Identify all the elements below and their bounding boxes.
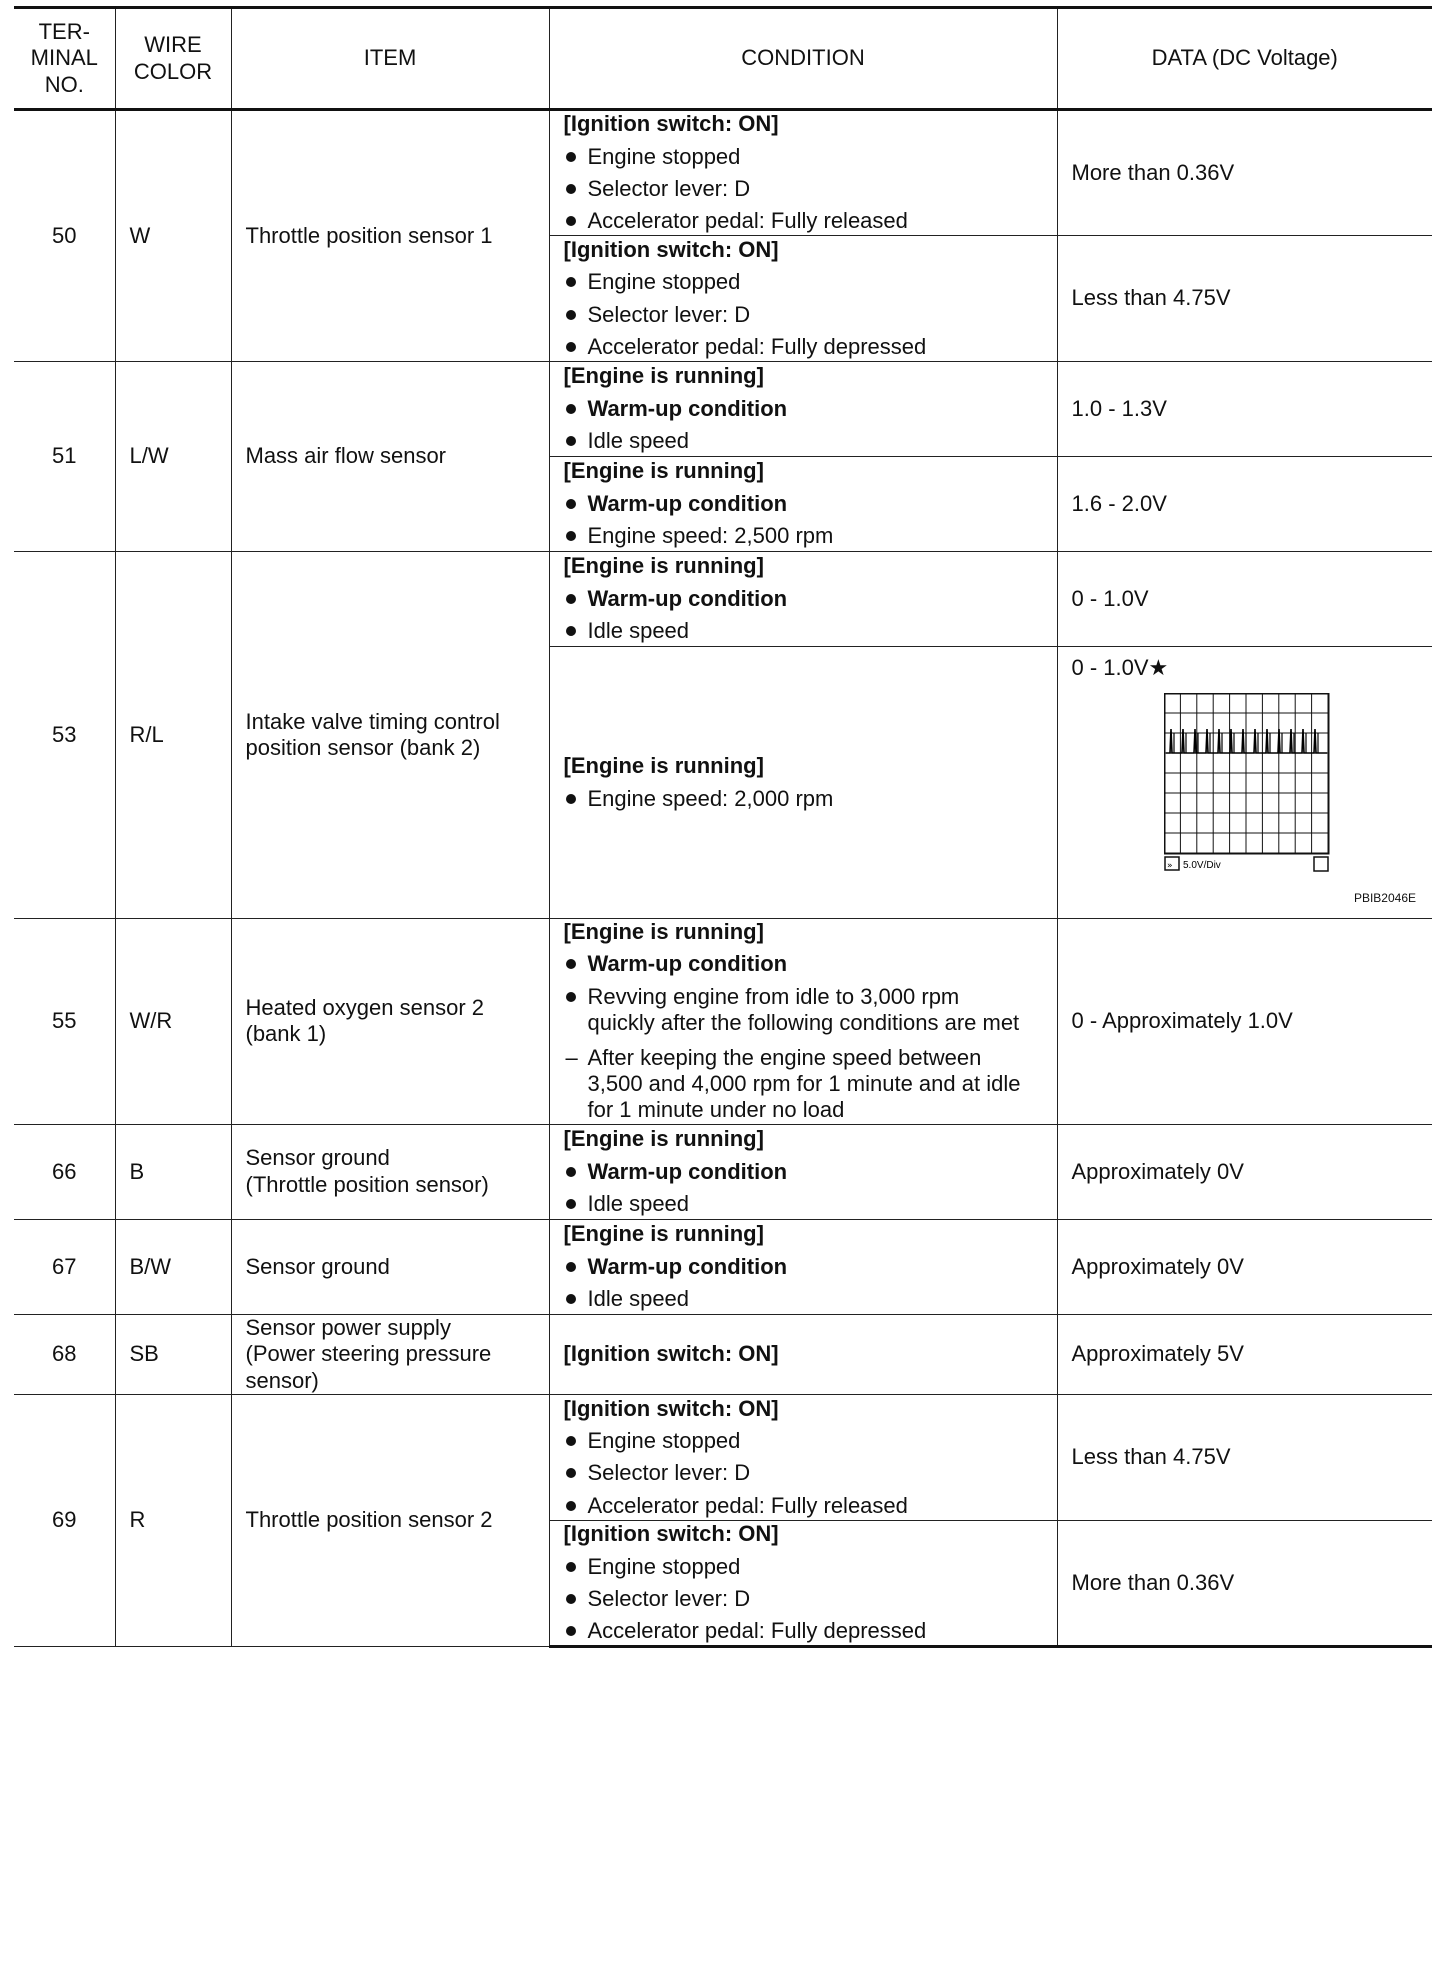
- condition-subline: [564, 1045, 1043, 1124]
- item-line: position sensor (bank 2): [245, 735, 481, 760]
- terminal-number: 68: [14, 1314, 115, 1394]
- table-row: [14, 919, 1432, 1125]
- terminal-number: 53: [14, 552, 115, 919]
- condition-cell: [549, 1520, 1057, 1646]
- header-wire-line: WIRE: [144, 32, 202, 58]
- condition-line-text: Selector lever: D: [587, 176, 751, 201]
- item-line: (bank 1): [245, 1021, 327, 1047]
- condition-line-text: Idle speed: [587, 1285, 690, 1311]
- data-value: More than 0.36V: [1057, 1520, 1432, 1646]
- data-value: Approximately 0V: [1057, 1219, 1432, 1314]
- condition-line: [564, 1618, 1043, 1644]
- data-value: 0 - 1.0V: [1057, 552, 1432, 647]
- condition-line-text: Selector lever: D: [587, 301, 751, 327]
- bullet-icon: [566, 1294, 576, 1304]
- item-line: (Power steering pressure: [245, 1341, 492, 1367]
- table-row: [14, 552, 1432, 647]
- figure-code: PBIB2046E: [1353, 890, 1416, 905]
- condition-line: [564, 208, 1043, 234]
- condition-line-text: Warm-up condition: [587, 585, 788, 611]
- condition-line-text: Engine speed: 2,000 rpm: [587, 785, 834, 811]
- condition-line: [564, 984, 1043, 1037]
- bullet-icon: [566, 404, 576, 414]
- condition-line-text: Engine stopped: [587, 1428, 741, 1454]
- condition-line-text: Engine stopped: [587, 143, 741, 169]
- header-terminal-line: TER-: [38, 18, 90, 44]
- condition-line-text: Idle speed: [587, 618, 690, 644]
- condition-cell: [549, 1124, 1057, 1219]
- condition-cell: [549, 1219, 1057, 1314]
- condition-line-text: Warm-up condition: [587, 1253, 788, 1279]
- condition-title: [Ignition switch: ON]: [563, 1341, 779, 1367]
- bullet-icon: [566, 152, 576, 162]
- data-value: Less than 4.75V: [1057, 1394, 1432, 1520]
- condition-line-text: Warm-up condition: [587, 1158, 788, 1184]
- terminal-number: 50: [14, 110, 115, 362]
- bullet-icon: [566, 277, 576, 287]
- oscilloscope-waveform: [1164, 693, 1334, 875]
- bullet-icon: [566, 1626, 576, 1636]
- data-value: 1.0 - 1.3V: [1057, 362, 1432, 457]
- table-row: [14, 1314, 1432, 1394]
- bullet-icon: [566, 1501, 576, 1511]
- wire-color: SB: [115, 1314, 231, 1394]
- data-value: 0 - 1.0V★: [1071, 655, 1169, 680]
- data-value: Less than 4.75V: [1057, 236, 1432, 362]
- bullet-icon: [566, 216, 576, 226]
- wire-color: W: [115, 110, 231, 362]
- item-line: (Throttle position sensor): [245, 1171, 489, 1197]
- dash-icon: –: [565, 1044, 578, 1070]
- condition-line: [564, 334, 1043, 360]
- terminal-number: 66: [14, 1124, 115, 1219]
- bullet-icon: [566, 794, 576, 804]
- item-name: [231, 1314, 549, 1394]
- condition-line: [564, 428, 1043, 454]
- header-terminal: [14, 8, 115, 110]
- bullet-icon: [566, 531, 576, 541]
- waveform-container: [1072, 647, 1419, 915]
- condition-line-text: Warm-up condition: [587, 951, 788, 977]
- condition-line-text: quickly after the following conditions are met: [587, 1010, 1020, 1036]
- condition-cell: [549, 1394, 1057, 1520]
- condition-line: [564, 491, 1043, 517]
- data-value: 0 - Approximately 1.0V: [1057, 919, 1432, 1125]
- condition-line: [564, 523, 1043, 549]
- trigger-marker-icon: [1314, 857, 1328, 871]
- condition-line: [564, 1493, 1043, 1519]
- wire-color: R: [115, 1394, 231, 1646]
- data-value-with-waveform: [1057, 647, 1432, 919]
- wire-color: B/W: [115, 1219, 231, 1314]
- bullet-icon: [566, 959, 576, 969]
- condition-title: [Engine is running]: [563, 919, 764, 944]
- table-row: [14, 110, 1432, 236]
- oscilloscope-grid: [1164, 693, 1329, 854]
- terminal-number: 51: [14, 362, 115, 552]
- condition-line: [564, 396, 1043, 422]
- table-row: [14, 362, 1432, 457]
- data-value: 1.6 - 2.0V: [1057, 457, 1432, 552]
- bullet-icon: [566, 1436, 576, 1446]
- condition-line-text: Warm-up condition: [587, 490, 788, 516]
- condition-line-text: After keeping the engine speed between: [587, 1044, 982, 1070]
- item-line: Intake valve timing control: [245, 708, 500, 734]
- condition-cell: [549, 362, 1057, 457]
- header-wire-color: [115, 8, 231, 110]
- condition-cell: [549, 647, 1057, 919]
- terminal-number: 69: [14, 1394, 115, 1646]
- bullet-icon: [566, 1262, 576, 1272]
- condition-line: [564, 269, 1043, 295]
- condition-line-text: Accelerator pedal: Fully depressed: [587, 1618, 927, 1644]
- bullet-icon: [566, 1562, 576, 1572]
- terminal-data-table: [14, 6, 1432, 1648]
- condition-cell: [549, 919, 1057, 1125]
- bullet-icon: [566, 992, 576, 1002]
- condition-line: [564, 618, 1043, 644]
- condition-cell: [549, 110, 1057, 236]
- condition-line-text: Selector lever: D: [587, 1460, 751, 1486]
- data-value: More than 0.36V: [1057, 110, 1432, 236]
- condition-line-text: for 1 minute under no load: [587, 1097, 845, 1123]
- condition-line-text: 3,500 and 4,000 rpm for 1 minute and at idle: [587, 1070, 1021, 1096]
- condition-title: [Engine is running]: [563, 1221, 764, 1247]
- condition-line: [564, 1254, 1043, 1280]
- condition-line-text: Warm-up condition: [587, 395, 788, 421]
- bullet-icon: [566, 342, 576, 352]
- condition-cell: [549, 457, 1057, 552]
- condition-line: [564, 176, 1043, 202]
- condition-line-text: Selector lever: D: [587, 1585, 751, 1611]
- bullet-icon: [566, 310, 576, 320]
- condition-line-text: Engine stopped: [587, 269, 741, 295]
- header-terminal-line: MINAL: [30, 45, 98, 71]
- item-line: Sensor power supply: [245, 1314, 451, 1340]
- condition-line: [564, 1554, 1043, 1580]
- condition-line-text: Idle speed: [587, 428, 690, 454]
- bullet-icon: [566, 436, 576, 446]
- condition-title: [Ignition switch: ON]: [563, 1395, 779, 1421]
- bullet-icon: [566, 1167, 576, 1177]
- condition-cell: [549, 552, 1057, 647]
- condition-line: [564, 144, 1043, 170]
- bullet-icon: [566, 594, 576, 604]
- condition-line-text: Accelerator pedal: Fully released: [587, 1492, 908, 1518]
- scope-scale-label: 5.0V/Div: [1182, 860, 1221, 871]
- terminal-number: 55: [14, 919, 115, 1125]
- bullet-icon: [566, 626, 576, 636]
- item-line: Heated oxygen sensor 2: [245, 994, 484, 1020]
- data-value: Approximately 5V: [1057, 1314, 1432, 1394]
- condition-line: [564, 1286, 1043, 1312]
- condition-line: [564, 786, 1043, 812]
- condition-line: [564, 1191, 1043, 1217]
- condition-title: [Ignition switch: ON]: [563, 1521, 779, 1547]
- table-row: [14, 1124, 1432, 1219]
- table-row: [14, 1219, 1432, 1314]
- data-value: Approximately 0V: [1057, 1124, 1432, 1219]
- condition-line: [564, 1159, 1043, 1185]
- condition-line: [564, 1586, 1043, 1612]
- condition-line: [564, 1428, 1043, 1454]
- wire-color: B: [115, 1124, 231, 1219]
- wire-color: L/W: [115, 362, 231, 552]
- header-data: DATA (DC Voltage): [1057, 8, 1432, 110]
- wire-color: W/R: [115, 919, 231, 1125]
- condition-line: [564, 302, 1043, 328]
- condition-line-text: Accelerator pedal: Fully depressed: [587, 333, 927, 359]
- condition-title: [Engine is running]: [563, 553, 764, 579]
- condition-title: [Engine is running]: [563, 1126, 764, 1152]
- condition-line-text: Idle speed: [587, 1190, 690, 1216]
- condition-title: [Ignition switch: ON]: [563, 111, 779, 137]
- item-name: Sensor ground: [231, 1219, 549, 1314]
- bullet-icon: [566, 1468, 576, 1478]
- table-row: [14, 1394, 1432, 1520]
- table-header-row: [14, 8, 1432, 110]
- bullet-icon: [566, 1199, 576, 1209]
- item-name: [231, 552, 549, 919]
- condition-line-text: Revving engine from idle to 3,000 rpm: [587, 983, 960, 1009]
- condition-line-text: Engine speed: 2,500 rpm: [587, 523, 834, 549]
- condition-line: [564, 1460, 1043, 1486]
- item-name: [231, 919, 549, 1125]
- condition-line: [564, 586, 1043, 612]
- item-name: [231, 1124, 549, 1219]
- item-line: Sensor ground: [245, 1145, 390, 1171]
- condition-line: [564, 951, 1043, 977]
- item-name: Mass air flow sensor: [231, 362, 549, 552]
- item-line: sensor): [245, 1367, 319, 1393]
- header-item: ITEM: [231, 8, 549, 110]
- condition-title: [Engine is running]: [563, 363, 764, 389]
- wire-color: R/L: [115, 552, 231, 919]
- bullet-icon: [566, 499, 576, 509]
- condition-line-text: Engine stopped: [587, 1553, 741, 1579]
- header-wire-line: COLOR: [133, 58, 213, 84]
- header-terminal-line: NO.: [44, 71, 84, 97]
- terminal-number: 67: [14, 1219, 115, 1314]
- item-name: Throttle position sensor 1: [231, 110, 549, 362]
- condition-cell: [549, 1314, 1057, 1394]
- channel-marker-glyph: »: [1166, 861, 1173, 871]
- condition-cell: [549, 236, 1057, 362]
- header-condition: CONDITION: [549, 8, 1057, 110]
- bullet-icon: [566, 184, 576, 194]
- item-name: Throttle position sensor 2: [231, 1394, 549, 1646]
- condition-title: [Engine is running]: [563, 753, 764, 779]
- bullet-icon: [566, 1594, 576, 1604]
- condition-title: [Ignition switch: ON]: [563, 236, 779, 262]
- condition-title: [Engine is running]: [563, 458, 764, 484]
- condition-line-text: Accelerator pedal: Fully released: [587, 208, 908, 234]
